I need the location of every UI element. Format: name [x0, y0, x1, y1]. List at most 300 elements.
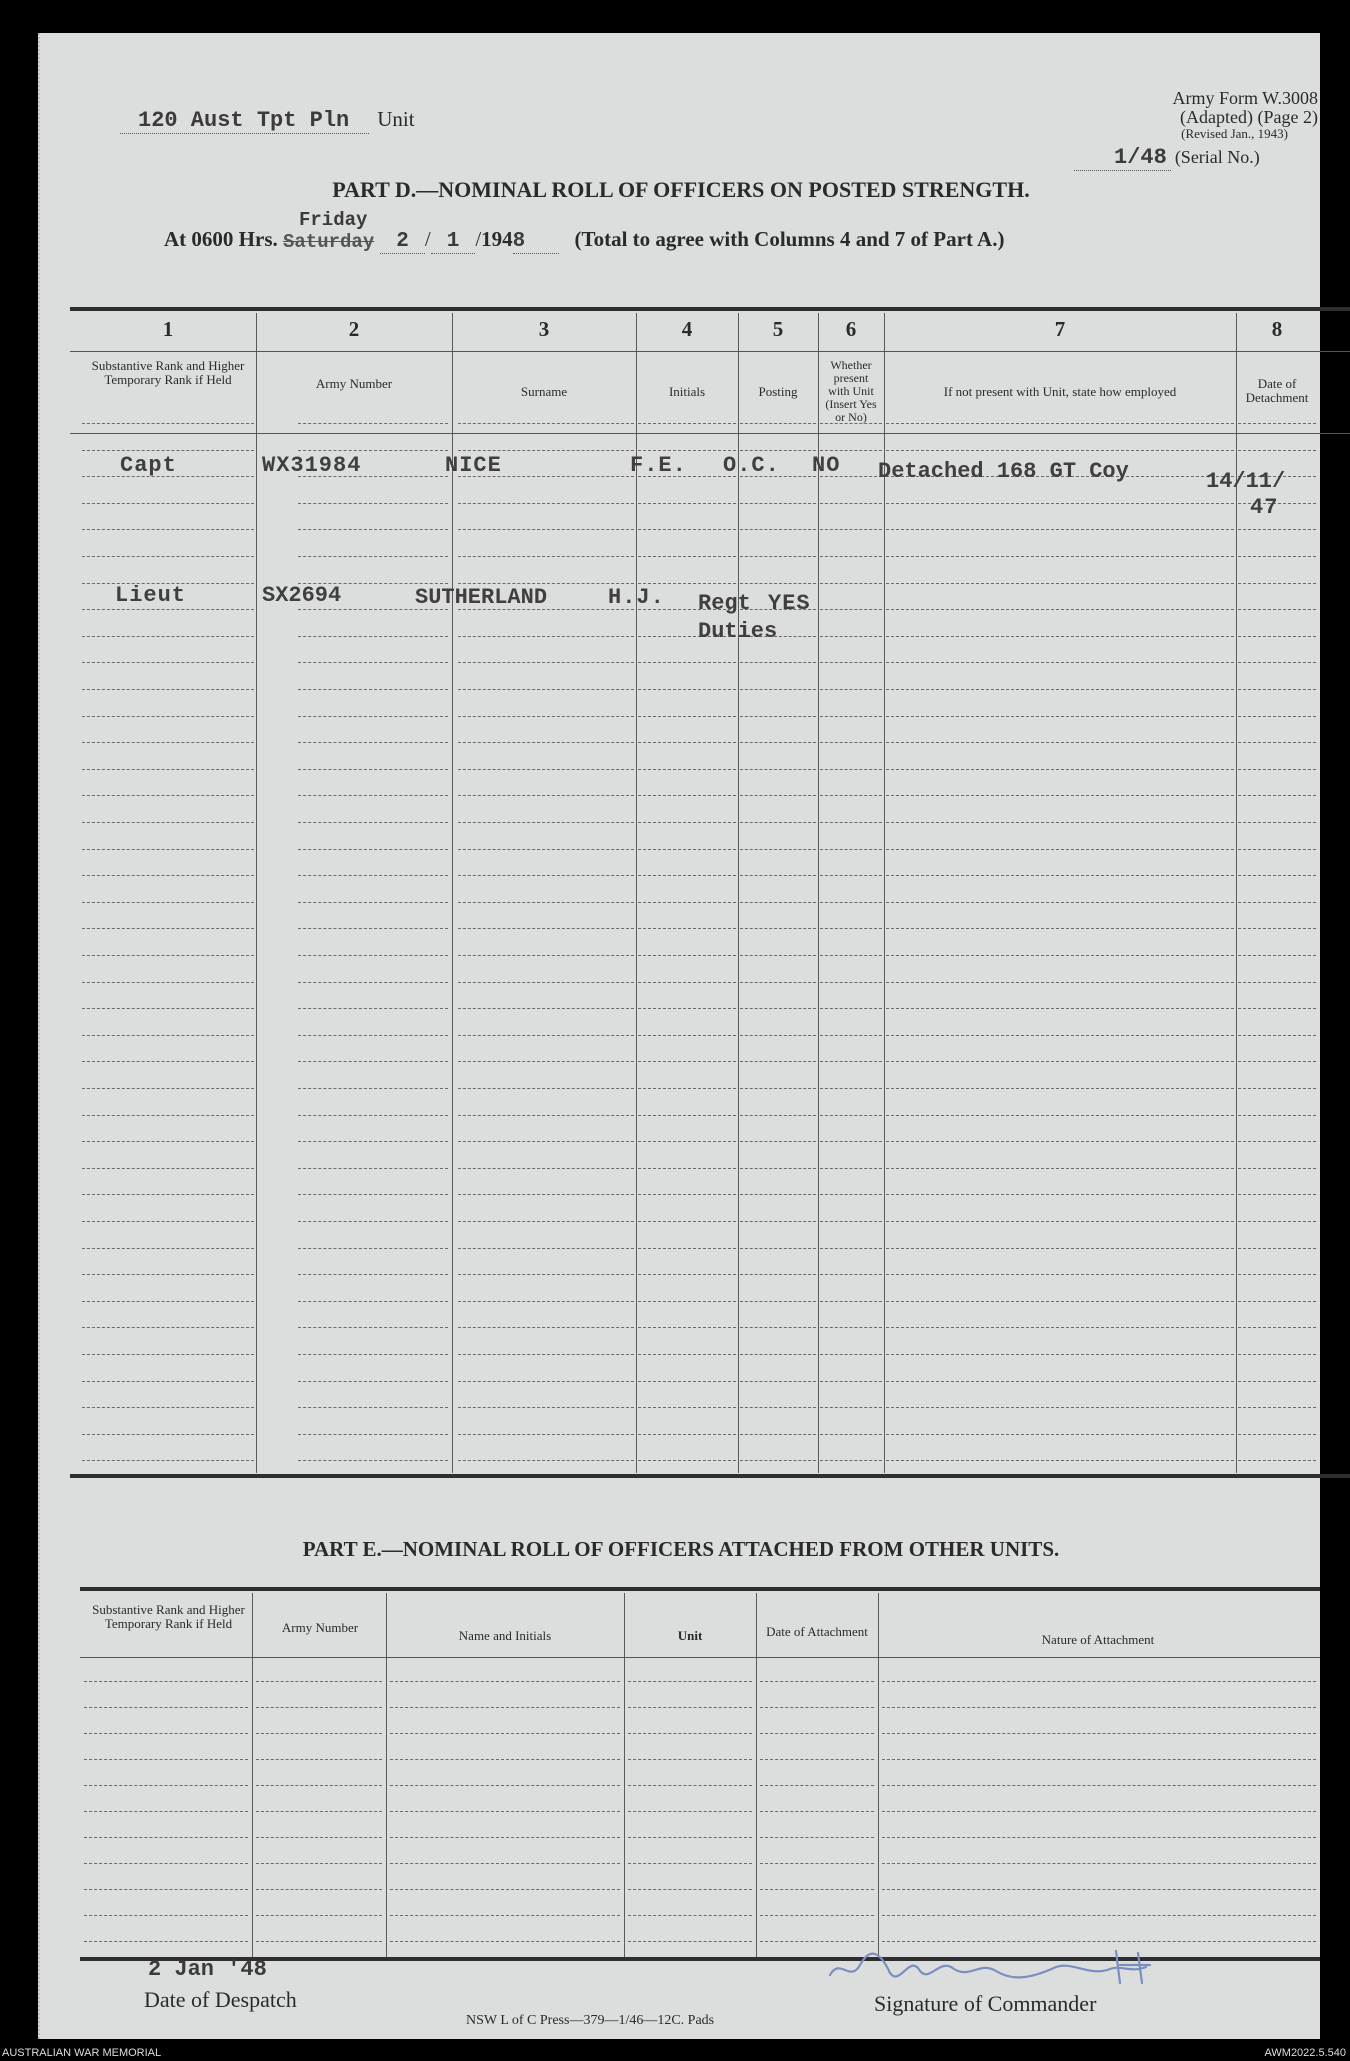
col-divider [256, 313, 257, 1473]
col-divider [884, 313, 885, 1473]
ruled-line [886, 1115, 1234, 1116]
part-d-bottom-rule [70, 1474, 1350, 1478]
ruled-line [638, 1407, 736, 1408]
ruled-line [638, 1008, 736, 1009]
ruled-line [820, 1088, 882, 1089]
ruled-line [740, 1088, 816, 1089]
ruled-line [820, 955, 882, 956]
ruled-line [298, 529, 448, 530]
part-e-header-rule [80, 1657, 1320, 1658]
ruled-line [1238, 609, 1316, 610]
archive-caption-right: AWM2022.5.540 [1264, 2047, 1346, 2059]
ruled-line [820, 742, 882, 743]
ruled-line [820, 689, 882, 690]
at-label: At 0600 Hrs. [164, 227, 278, 251]
ruled-line [256, 1915, 382, 1916]
ruled-line [882, 1785, 1316, 1786]
ruled-line [740, 1008, 816, 1009]
day-field [283, 209, 375, 253]
ruled-line [740, 1061, 816, 1062]
ruled-line [82, 423, 254, 424]
ruled-line [1238, 1141, 1316, 1142]
ruled-line [740, 1327, 816, 1328]
ruled-line [82, 1274, 254, 1275]
ruled-line [740, 902, 816, 903]
ruled-line [628, 1915, 752, 1916]
ruled-line [820, 1248, 882, 1249]
ruled-line [820, 1141, 882, 1142]
ruled-line [458, 1381, 634, 1382]
ruled-line [740, 583, 816, 584]
ruled-line [886, 636, 1234, 637]
ruled-line [1238, 556, 1316, 557]
ruled-line [740, 1460, 816, 1461]
commander-signature [820, 1943, 1210, 1993]
ruled-line [740, 689, 816, 690]
ruled-line [886, 1460, 1234, 1461]
ruled-line [886, 529, 1234, 530]
ruled-line [820, 1407, 882, 1408]
ruled-line [760, 1733, 874, 1734]
ruled-line [256, 1837, 382, 1838]
ruled-line [740, 982, 816, 983]
ruled-line [390, 1785, 620, 1786]
ruled-line [886, 1061, 1234, 1062]
year-suffix: 8 [513, 230, 560, 254]
ruled-line [740, 529, 816, 530]
ruled-line [390, 1863, 620, 1864]
ruled-line [84, 1733, 248, 1734]
ruled-line [886, 1035, 1234, 1036]
ruled-line [1238, 1354, 1316, 1355]
ruled-line [256, 1733, 382, 1734]
ruled-line [298, 1407, 448, 1408]
ruled-line [1238, 742, 1316, 743]
ruled-line [298, 556, 448, 557]
part-e-head-nature: Nature of Attachment [1041, 1632, 1155, 1647]
ruled-line [458, 529, 634, 530]
ruled-line [82, 1194, 254, 1195]
ruled-line [298, 1035, 448, 1036]
ruled-line [298, 716, 448, 717]
ruled-line [390, 1707, 620, 1708]
ruled-line [1238, 795, 1316, 796]
ruled-line [82, 529, 254, 530]
part-e-divider [878, 1593, 879, 1957]
ruled-line [256, 1707, 382, 1708]
ruled-line [638, 662, 736, 663]
ruled-line [740, 849, 816, 850]
ruled-line [740, 556, 816, 557]
col-head-rank: Substantive Rank and Higher Temporary Rank if Held [91, 358, 245, 387]
ruled-line [638, 583, 736, 584]
ruled-line [458, 1115, 634, 1116]
ruled-line [740, 1301, 816, 1302]
part-e-head-army-number: Army Number [281, 1620, 359, 1635]
ruled-line [886, 795, 1234, 796]
part-d-top-rule [70, 307, 1350, 311]
ruled-line [882, 1733, 1316, 1734]
ruled-line [1238, 1248, 1316, 1249]
ruled-line [82, 1301, 254, 1302]
ruled-line [298, 1248, 448, 1249]
row2-rank: Lieut [115, 583, 187, 608]
ruled-line [298, 928, 448, 929]
ruled-line [84, 1863, 248, 1864]
ruled-line [298, 1221, 448, 1222]
part-d-title: PART D.—NOMINAL ROLL OF OFFICERS ON POSTED STRENGTH. [332, 177, 1030, 202]
ruled-line [84, 1707, 248, 1708]
ruled-line [458, 1301, 634, 1302]
part-e-top-rule [80, 1587, 1320, 1591]
ruled-line [1238, 1274, 1316, 1275]
ruled-line [458, 1141, 634, 1142]
ruled-line [886, 1221, 1234, 1222]
ruled-line [886, 583, 1234, 584]
form-reference [1098, 89, 1318, 141]
col-head-surname: Surname [520, 384, 568, 399]
row1-employed: Detached 168 GT Coy [878, 459, 1129, 484]
ruled-line [82, 928, 254, 929]
ruled-line [820, 636, 882, 637]
ruled-line [740, 1115, 816, 1116]
ruled-line [886, 875, 1234, 876]
ruled-line [82, 1168, 254, 1169]
ruled-line [882, 1941, 1316, 1942]
form-sheet [38, 33, 1320, 2039]
ruled-line [82, 1381, 254, 1382]
ruled-line [820, 1301, 882, 1302]
ruled-line [1238, 529, 1316, 530]
ruled-line [628, 1681, 752, 1682]
part-e-head-name: Name and Initials [458, 1628, 552, 1643]
part-e-head-rank: Substantive Rank and Higher Temporary Rank if Held [92, 1602, 245, 1631]
ruled-line [820, 822, 882, 823]
ruled-line [820, 1061, 882, 1062]
ruled-line [256, 1759, 382, 1760]
ruled-line [882, 1889, 1316, 1890]
col-num-8: 8 [1271, 317, 1283, 341]
ruled-line [298, 1061, 448, 1062]
ruled-line [740, 928, 816, 929]
ruled-line [84, 1837, 248, 1838]
ruled-line [638, 1248, 736, 1249]
ruled-line [458, 583, 634, 584]
ruled-line [298, 875, 448, 876]
ruled-line [886, 928, 1234, 929]
ruled-line [886, 822, 1234, 823]
ruled-line [458, 503, 634, 504]
ruled-line [638, 423, 736, 424]
col-head-employed: If not present with Unit, state how employed [943, 384, 1177, 399]
ruled-line [298, 1115, 448, 1116]
ruled-line [390, 1915, 620, 1916]
ruled-line [638, 529, 736, 530]
ruled-line [886, 902, 1234, 903]
ruled-line [886, 423, 1234, 424]
ruled-line [886, 1168, 1234, 1169]
ruled-line [638, 902, 736, 903]
ruled-line [740, 1354, 816, 1355]
ruled-line [628, 1733, 752, 1734]
serial-label: (Serial No.) [1174, 147, 1260, 167]
ruled-line [1238, 955, 1316, 956]
ruled-line [1238, 1381, 1316, 1382]
ruled-line [458, 662, 634, 663]
ruled-line [82, 875, 254, 876]
ruled-line [1238, 822, 1316, 823]
ruled-line [298, 1460, 448, 1461]
ruled-line [390, 1811, 620, 1812]
ruled-line [458, 716, 634, 717]
col-head-army-number: Army Number [315, 376, 393, 391]
ruled-line [298, 1301, 448, 1302]
ruled-line [820, 1460, 882, 1461]
ruled-line [886, 1407, 1234, 1408]
ruled-line [638, 982, 736, 983]
ruled-line [298, 636, 448, 637]
ruled-line [1238, 1221, 1316, 1222]
col-num-4: 4 [681, 317, 693, 341]
ruled-line [638, 1381, 736, 1382]
ruled-line [390, 1759, 620, 1760]
ruled-line [1238, 689, 1316, 690]
ruled-line [886, 742, 1234, 743]
ruled-line [458, 1327, 634, 1328]
ruled-line [882, 1915, 1316, 1916]
ruled-line [638, 1168, 736, 1169]
ruled-line [458, 1168, 634, 1169]
ruled-line [298, 849, 448, 850]
ruled-line [740, 822, 816, 823]
ruled-line [298, 902, 448, 903]
ruled-line [1238, 450, 1316, 451]
ruled-line [820, 1194, 882, 1195]
ruled-line [298, 1088, 448, 1089]
ruled-line [458, 1460, 634, 1461]
ruled-line [84, 1759, 248, 1760]
ruled-line [740, 1274, 816, 1275]
ruled-line [820, 556, 882, 557]
row1-date-line2: 47 [1250, 495, 1279, 520]
ruled-line [458, 822, 634, 823]
ruled-line [458, 1434, 634, 1435]
ruled-line [740, 1168, 816, 1169]
col-num-1: 1 [162, 317, 174, 341]
total-note: (Total to agree with Columns 4 and 7 of Part A.) [574, 227, 1005, 251]
ruled-line [638, 928, 736, 929]
ruled-line [820, 662, 882, 663]
despatch-label: Date of Despatch [144, 1987, 297, 2012]
row2-posting-line2: Duties [698, 619, 778, 644]
ruled-line [638, 1194, 736, 1195]
colnum-rule [70, 351, 1350, 352]
form-line-2: (Adapted) (Page 2) [1180, 107, 1318, 127]
ruled-line [820, 716, 882, 717]
ruled-line [820, 982, 882, 983]
ruled-line [638, 1221, 736, 1222]
row1-number: WX31984 [262, 453, 362, 478]
ruled-line [886, 662, 1234, 663]
ruled-line [458, 1088, 634, 1089]
ruled-line [760, 1759, 874, 1760]
date-month: 1 [431, 230, 476, 254]
ruled-line [298, 662, 448, 663]
ruled-line [886, 955, 1234, 956]
unit-line [120, 107, 415, 133]
ruled-line [820, 1115, 882, 1116]
ruled-line [628, 1707, 752, 1708]
ruled-line [820, 849, 882, 850]
ruled-line [82, 1407, 254, 1408]
ruled-line [1238, 1061, 1316, 1062]
part-e-head-attachment-date: Date of Attachment [766, 1624, 868, 1639]
ruled-line [820, 609, 882, 610]
ruled-line [298, 423, 448, 424]
ruled-line [740, 1248, 816, 1249]
ruled-line [458, 1035, 634, 1036]
ruled-line [298, 1274, 448, 1275]
ruled-line [740, 423, 816, 424]
ruled-line [1238, 1168, 1316, 1169]
ruled-line [638, 1035, 736, 1036]
ruled-line [628, 1759, 752, 1760]
ruled-line [82, 849, 254, 850]
col-head-detachment: Date of Detachment [1245, 376, 1309, 405]
ruled-line [82, 982, 254, 983]
ruled-line [740, 955, 816, 956]
ruled-line [84, 1941, 248, 1942]
ruled-line [1238, 1301, 1316, 1302]
ruled-line [820, 1354, 882, 1355]
ruled-line [740, 1221, 816, 1222]
ruled-line [820, 529, 882, 530]
ruled-line [638, 955, 736, 956]
ruled-line [298, 1141, 448, 1142]
ruled-line [82, 636, 254, 637]
ruled-line [82, 1141, 254, 1142]
ruled-line [82, 450, 254, 451]
ruled-line [886, 609, 1234, 610]
ruled-line [1238, 1434, 1316, 1435]
ruled-line [82, 1035, 254, 1036]
ruled-line [886, 1381, 1234, 1382]
printer-imprint: NSW L of C Press—379—1/46—12C. Pads [466, 2013, 715, 2028]
ruled-line [298, 503, 448, 504]
ruled-line [82, 955, 254, 956]
ruled-line [886, 1141, 1234, 1142]
unit-value: 120 Aust Tpt Pln [120, 108, 369, 134]
ruled-line [458, 556, 634, 557]
ruled-line [820, 1274, 882, 1275]
ruled-line [638, 503, 736, 504]
ruled-line [82, 609, 254, 610]
ruled-line [82, 689, 254, 690]
ruled-line [1238, 928, 1316, 929]
ruled-line [886, 849, 1234, 850]
col-head-posting: Posting [758, 384, 798, 399]
ruled-line [882, 1759, 1316, 1760]
ruled-line [760, 1863, 874, 1864]
col-num-2: 2 [348, 317, 360, 341]
row1-surname: NICE [445, 453, 502, 478]
ruled-line [740, 769, 816, 770]
ruled-line [740, 1194, 816, 1195]
part-e-divider [252, 1593, 253, 1957]
ruled-line [820, 583, 882, 584]
ruled-line [760, 1837, 874, 1838]
ruled-line [458, 423, 634, 424]
day-typed: Friday [299, 209, 368, 231]
row1-initials: F.E. [630, 453, 687, 478]
ruled-line [82, 1327, 254, 1328]
ruled-line [886, 1194, 1234, 1195]
ruled-line [82, 1434, 254, 1435]
ruled-line [820, 875, 882, 876]
ruled-line [82, 1248, 254, 1249]
ruled-line [390, 1733, 620, 1734]
ruled-line [740, 503, 816, 504]
col-divider [452, 313, 453, 1473]
ruled-line [638, 450, 736, 451]
ruled-line [298, 1008, 448, 1009]
ruled-line [1238, 1407, 1316, 1408]
ruled-line [820, 1434, 882, 1435]
ruled-line [886, 982, 1234, 983]
ruled-line [628, 1811, 752, 1812]
serial-line [1074, 145, 1260, 170]
part-e-head-unit: Unit [677, 1628, 703, 1643]
form-line-1: Army Form W.3008 [1172, 88, 1318, 108]
ruled-line [638, 849, 736, 850]
ruled-line [458, 955, 634, 956]
ruled-line [740, 1035, 816, 1036]
ruled-line [638, 689, 736, 690]
ruled-line [458, 1248, 634, 1249]
ruled-line [458, 849, 634, 850]
ruled-line [886, 1248, 1234, 1249]
ruled-line [1238, 982, 1316, 983]
row2-surname: SUTHERLAND [415, 585, 548, 610]
ruled-line [638, 742, 736, 743]
form-line-3: (Revised Jan., 1943) [1181, 126, 1288, 141]
ruled-line [84, 1681, 248, 1682]
ruled-line [82, 769, 254, 770]
ruled-line [740, 1141, 816, 1142]
ruled-line [82, 503, 254, 504]
ruled-line [760, 1889, 874, 1890]
ruled-line [820, 928, 882, 929]
ruled-line [458, 902, 634, 903]
ruled-line [458, 636, 634, 637]
ruled-line [886, 1327, 1234, 1328]
ruled-line [298, 769, 448, 770]
ruled-line [458, 742, 634, 743]
ruled-line [458, 450, 634, 451]
ruled-line [886, 556, 1234, 557]
ruled-line [886, 1008, 1234, 1009]
ruled-line [740, 1407, 816, 1408]
ruled-line [82, 1115, 254, 1116]
ruled-line [256, 1785, 382, 1786]
ruled-line [638, 795, 736, 796]
col-divider [738, 313, 739, 1473]
col-head-present: Whether present with Unit (Insert Yes or No) [825, 358, 877, 424]
ruled-line [886, 503, 1234, 504]
ruled-line [82, 902, 254, 903]
date-day: 2 [380, 230, 425, 254]
ruled-line [82, 1460, 254, 1461]
